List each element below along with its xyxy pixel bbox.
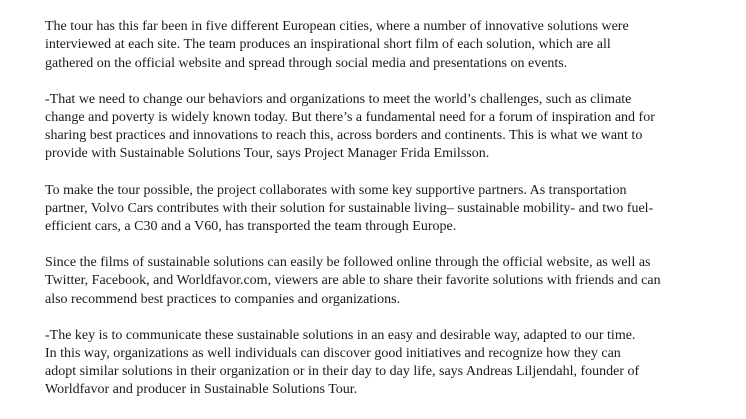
text-line: gathered on the official website and spread through social media and presentations on events. <box>45 55 568 71</box>
text-line: The tour has this far been in five different European cities, where a number of innovative solutions were <box>45 19 629 35</box>
text-line: also recommend best practices to companies and organizations. <box>45 291 401 307</box>
paragraph-quote-frida <box>45 91 715 164</box>
text-line: partner, Volvo Cars contributes with their solution for sustainable living– sustainable mobility- and two fuel- <box>45 200 654 216</box>
paragraph-partners <box>45 182 715 237</box>
paragraph-tour-cities <box>45 18 715 73</box>
text-line: In this way, organizations as well individuals can discover good initiatives and recognize how they can <box>45 346 621 362</box>
text-line: -The key is to communicate these sustainable solutions in an easy and desirable way, adapted to our time. <box>45 327 636 343</box>
text-line: -That we need to change our behaviors and organizations to meet the world’s challenges, such as climate <box>45 91 632 107</box>
text-line: efficient cars, a C30 and a V60, has transported the team through Europe. <box>45 219 457 235</box>
paragraph-online-sharing <box>45 254 715 309</box>
text-line: To make the tour possible, the project collaborates with some key supportive partners. As transportation <box>45 182 627 198</box>
text-line: adopt similar solutions in their organization or in their day to day life, says Andreas Liljendahl, founder of <box>45 364 640 380</box>
text-line: provide with Sustainable Solutions Tour, says Project Manager Frida Emilsson. <box>45 146 490 162</box>
text-line: change and poverty is widely known today. But there’s a fundamental need for a forum of inspiration and for <box>45 110 655 126</box>
document-body <box>45 0 715 418</box>
paragraph-quote-andreas <box>45 327 715 400</box>
text-line: sharing best practices and innovations to reach this, across borders and continents. This is what we want to <box>45 128 643 144</box>
text-line: Since the films of sustainable solutions can easily be followed online through the official website, as well as <box>45 255 651 271</box>
text-line: interviewed at each site. The team produces an inspirational short film of each solution, which are all <box>45 37 611 53</box>
text-line: Worldfavor and producer in Sustainable Solutions Tour. <box>45 382 358 398</box>
text-line: Twitter, Facebook, and Worldfavor.com, viewers are able to share their favorite solutions with friends and can <box>45 273 661 289</box>
